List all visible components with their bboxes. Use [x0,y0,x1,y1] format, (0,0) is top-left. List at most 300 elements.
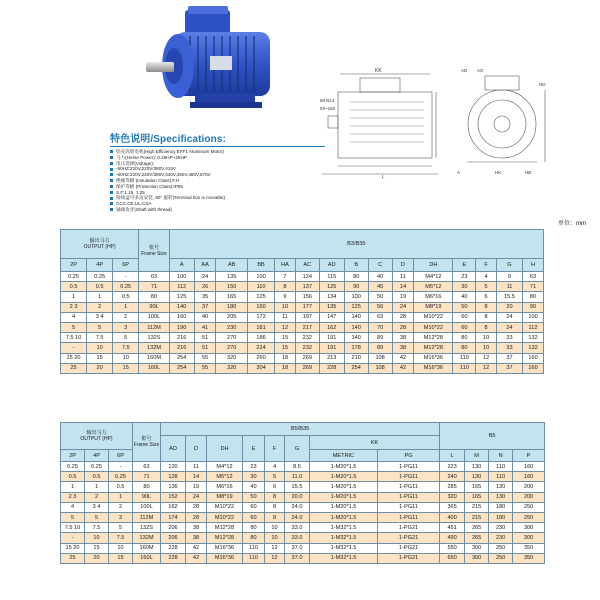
label-a: A [457,170,461,175]
table-cell: 165 [465,482,489,492]
output-label-cn: 输出马力 [86,430,107,436]
table-cell: 20 [496,302,522,312]
table-cell: 320 [216,353,248,363]
table-cell: 125 [344,302,368,312]
table-cell: 1-PG21 [378,543,440,553]
table-cell: 5 [265,472,285,482]
dim-header: AB [216,259,248,272]
table-cell: 550 [440,543,465,553]
table-cell: 1 [113,302,139,312]
table-cell: 20 [87,363,113,373]
table-row [61,302,544,312]
table-cell: 12 [476,353,497,363]
table-cell: M16*36 [414,353,453,363]
dim-header: P [513,450,545,462]
table-cell: 350 [513,553,545,563]
table-cell: 1-M20*1.5 [310,512,378,522]
table-cell: 137 [295,282,319,292]
table-cell: 37 [496,363,522,373]
table-cell: 265 [465,533,489,543]
table-cell: 18 [275,363,296,373]
label-ad: AD [461,68,468,73]
table-cell: M6*16 [207,482,243,492]
table-cell: 15 20 [61,353,87,363]
table-cell: 124 [295,272,319,282]
table-cell: 132S [133,523,161,533]
table-row [61,322,544,332]
table-cell: 15 [85,543,109,553]
table-cell: 38 [186,523,207,533]
table-cell: 135 [319,302,344,312]
group-header-b3-b35: B3/B35 [169,230,543,259]
table-cell: 180 [216,302,248,312]
table-cell: 191 [319,343,344,353]
table-cell: 110 [243,543,265,553]
table-cell: 11.0 [285,472,310,482]
table-cell: M10*22 [414,312,453,322]
table-cell: 205 [216,312,248,322]
table-cell: 11 [186,462,207,472]
table-cell: 20 [85,553,109,563]
table-cell: 147 [319,312,344,322]
table-cell: 269 [295,363,319,373]
spec-item-text: 轴端攻牙(Shaft with thread) [116,206,172,212]
pole-header: 4P [87,259,113,272]
table-cell: 1 [109,492,133,502]
table-cell: M5*12 [207,472,243,482]
table-cell: 60 [243,512,265,522]
table-cell: 33 [496,333,522,343]
table-cell: 33.0 [285,533,310,543]
table-cell: 3 4 [87,312,113,322]
table-cell: 100L [139,312,169,322]
table-row [61,482,545,492]
table-cell: 38 [392,333,414,343]
table-cell: 10 [476,343,497,353]
table-cell: 55 [194,363,216,373]
table-cell: 5 [476,282,497,292]
table-cell: 130 [465,462,489,472]
table-cell: 1-M20*1.5 [310,492,378,502]
table-cell: 300 [513,533,545,543]
table-cell: 38 [186,533,207,543]
table-cell: 5 [85,512,109,522]
table-cell: 115 [319,272,344,282]
table-cell: 8 [476,302,497,312]
table-row [61,282,544,292]
table-cell: 0.25 [87,272,113,282]
frame-size-header [133,423,161,462]
table-cell: 140 [344,322,368,332]
table-cell: 132M [139,343,169,353]
table-cell: 240 [440,472,465,482]
table-row [61,343,544,353]
table-cell: 1-M32*1.5 [310,543,378,553]
bullet-icon [110,202,113,205]
table-cell: 4 [476,272,497,282]
pole-header: 6P [113,259,139,272]
dim-header: AD [161,436,186,462]
bullet-icon [110,208,113,211]
table-cell: 7.5 [113,343,139,353]
table-cell: 90L [133,492,161,502]
table-cell: M8*19 [207,492,243,502]
table-cell: 42 [392,353,414,363]
table-cell: M6*16 [414,292,453,302]
table-cell: 19 [392,292,414,302]
table-cell: 160M [133,543,161,553]
frame-size-header [139,230,169,272]
table-cell: 10 [265,533,285,543]
table-cell: 120 [161,462,186,472]
table-row [61,363,544,373]
table-cell: 160 [513,462,545,472]
table-cell: 300 [513,523,545,533]
table-cell: 130 [489,492,513,502]
table-cell: 180 [489,512,513,522]
table-cell: 45 [368,282,392,292]
table-cell: 160 [523,363,544,373]
table-cell: 2 3 [61,302,87,312]
table-cell: 160L [133,553,161,563]
table-cell: 15.5 [496,292,522,302]
table-cell: - [61,343,87,353]
table-cell: 15 [275,343,296,353]
table-cell: 37 [194,302,216,312]
table-cell: 1-M20*1.5 [310,462,378,472]
group-header-b5-b35: B5/B35 [161,423,440,436]
table-cell: 28 [392,322,414,332]
motor-end-drawing [455,62,555,180]
table-cell: 135 [216,272,248,282]
table-cell: 5 [113,333,139,343]
table-cell: 50 [243,492,265,502]
table-cell: 14 [186,472,207,482]
table-cell: 270 [216,333,248,343]
table-cell: 8 [275,282,296,292]
table-row [61,462,545,472]
table-cell: 4 [61,312,87,322]
dim-header: DH [207,436,243,462]
table-cell: 63 [133,462,161,472]
table-cell: M16*36 [414,363,453,373]
spec-item-text: S.F:1.15, 1.25 [116,189,145,195]
table-cell: 110 [453,353,476,363]
table-cell: 125 [247,292,274,302]
table-cell: 230 [489,523,513,533]
bullet-icon [110,162,113,165]
table-cell: 300 [465,543,489,553]
table-cell: 140 [344,333,368,343]
table-cell: 1-M32*1.5 [310,553,378,563]
table-cell: 37.0 [285,543,310,553]
spec-item-text: 保护等级 (Protection Class):IP55 [116,183,183,189]
table-cell: 24 [496,322,522,332]
table-cell: 223 [440,462,465,472]
table-cell: 125 [319,282,344,292]
table-cell: 108 [368,353,392,363]
table-cell: 2 [113,312,139,322]
table-cell: 1-M20*1.5 [310,482,378,492]
table-cell: 0.5 [109,482,133,492]
table-cell: 216 [169,333,194,343]
table-cell: 180 [489,502,513,512]
table-cell: 400 [440,512,465,522]
table-cell: 40 [243,482,265,492]
table-cell: 140 [169,302,194,312]
table-cell: 1 [61,292,87,302]
table-row [61,512,545,522]
table-cell: 28 [392,312,414,322]
table-cell: 18 [275,353,296,363]
spec-item-text: 马力(Horse Power): 0.25HP~25HP [116,154,187,160]
table-cell: 1-PG11 [378,512,440,522]
table-cell: 51 [194,333,216,343]
table-cell: 14 [392,282,414,292]
table-row [61,472,545,482]
table-cell: 12 [275,322,296,332]
table-cell: 50 [453,302,476,312]
frame-label-cn: 框号 [141,436,152,442]
table-cell: 1-PG21 [378,523,440,533]
table-cell: - [109,462,133,472]
table-cell: 9 [275,292,296,302]
output-label-cn: 输出马力 [89,238,110,244]
dim-header: DH [414,259,453,272]
pole-header: 4P [85,450,109,462]
table-cell: 650 [440,553,465,563]
table-cell: 1-M32*1.5 [310,533,378,543]
table-cell: 206 [161,523,186,533]
table-cell: 1-PG11 [378,482,440,492]
label-hk: HK [495,170,502,175]
table-cell: 28 [186,502,207,512]
table-cell: 15 [87,353,113,363]
table-cell: 100 [169,272,194,282]
table-cell: 8 [476,322,497,332]
table-cell: 1-PG21 [378,533,440,543]
table-cell: 216 [169,343,194,353]
table-cell: 63 [523,272,544,282]
table-cell: 132S [139,333,169,343]
table-cell: 156 [295,292,319,302]
spec-item-text: 接线盒可多边安装, 90° 旋转(Terminal box is movable) [116,195,226,201]
frame-label-cn: 框号 [148,244,159,251]
dim-header: AA [194,259,216,272]
table-cell: 172 [247,312,274,322]
dim-header: H [523,259,544,272]
table-cell: 181 [247,322,274,332]
table-cell: 71 [523,282,544,292]
table-row [61,492,545,502]
table-cell: 200 [513,492,545,502]
table-cell: 33.0 [285,523,310,533]
table-cell: M10*22 [207,512,243,522]
table-cell: 1-PG11 [378,502,440,512]
table-cell: 213 [319,353,344,363]
table-cell: 35 [194,292,216,302]
table-cell: 0.25 [85,462,109,472]
bullet-icon [110,150,113,153]
bullet-icon [110,191,113,194]
table-cell: 150 [247,302,274,312]
label-l: L [382,174,385,179]
table-cell: 112 [169,282,194,292]
table-cell: 224 [247,343,274,353]
table-cell: 23 [453,272,476,282]
table-cell: 40 [453,292,476,302]
table-cell: 5 [109,523,133,533]
bullet-icon [110,156,113,159]
table-cell: 3 [113,322,139,332]
table-cell: 1-PG11 [378,472,440,482]
table-cell: 60 [243,502,265,512]
table-cell: 230 [216,322,248,332]
table-cell: M4*12 [414,272,453,282]
table-cell: 230 [489,533,513,543]
spec-item-text: -60HZ:220V,220V/380V,440V,460V,480V,575V [116,172,211,178]
dim-header: AC [295,259,319,272]
table-cell: 8.5 [285,462,310,472]
bullet-icon [110,197,113,200]
pole-header: 2P [61,450,85,462]
table-cell: 100 [344,292,368,302]
label-range: 63~160 [320,106,336,111]
table-cell: 6 [265,482,285,492]
table-cell: 215 [465,512,489,522]
table-cell: 217 [295,322,319,332]
table-cell: M12*28 [207,523,243,533]
table-cell: 24.0 [285,512,310,522]
table-cell: 40 [368,272,392,282]
table-cell: 63 [139,272,169,282]
table-row [61,312,544,322]
table-cell: 0.25 [61,272,87,282]
dim-header: D [186,436,207,462]
table-cell: 80 [133,482,161,492]
table-cell: 56 [368,302,392,312]
table-cell: 0.5 [61,472,85,482]
table-cell: 37.0 [285,553,310,563]
table-cell: 26 [194,282,216,292]
table-cell: 190 [169,322,194,332]
table-cell: M5*12 [414,282,453,292]
table-cell: 112 [523,322,544,332]
dim-header: M [465,450,489,462]
table-cell: 80 [453,333,476,343]
table-cell: 130 [465,472,489,482]
table-cell: 140 [344,312,368,322]
table-cell: 28 [186,512,207,522]
bullet-icon [110,173,113,176]
specifications-block [110,130,350,213]
frame-label-en: Frame Size [141,250,167,257]
table-cell: 0.25 [113,282,139,292]
dim-header: F [265,436,285,462]
label-kk: KK [375,68,382,74]
table-cell: 4 [61,502,85,512]
table-cell: 300 [465,553,489,563]
table-cell: 112M [139,322,169,332]
table-cell: 15 [109,553,133,563]
table-cell: 160 [513,472,545,482]
output-label-en: OUTPUT (HP) [83,244,116,250]
table-cell: 71 [133,472,161,482]
table-cell: 2 3 [61,492,85,502]
table-cell: M16*36 [207,553,243,563]
dim-header: G [285,436,310,462]
table-cell: 1-PG21 [378,553,440,563]
table-cell: 160 [169,312,194,322]
table-cell: 1-M32*1.5 [310,523,378,533]
table-cell: 5 [61,512,85,522]
table-cell: 90L [139,302,169,312]
table-cell: 215 [465,502,489,512]
table-cell: 1-M20*1.5 [310,502,378,512]
table-cell: 165 [465,492,489,502]
table-cell: 100L [133,502,161,512]
label-im: IM B14 [320,98,335,103]
table-cell: M12*28 [414,333,453,343]
dim-header: HA [275,259,296,272]
output-header [61,423,133,450]
dim-header: G [496,259,522,272]
table-row [61,502,545,512]
table-cell: 24 [392,302,414,312]
bullet-icon [110,168,113,171]
label-ag: AG [477,68,484,73]
dim-header: AD [319,259,344,272]
table-cell: 191 [319,333,344,343]
table-cell: - [61,533,85,543]
table-cell: 5 [61,322,87,332]
table-cell: 110 [489,472,513,482]
dim-header: E [453,259,476,272]
table-cell: 269 [295,353,319,363]
dim-header: D [392,259,414,272]
table-cell: 42 [186,553,207,563]
b5-b35-dimension-table [60,422,545,564]
table-cell: M10*22 [414,322,453,332]
table-cell: 178 [344,343,368,353]
table-cell: 15 [275,333,296,343]
spec-item-text: 电压选择(Voltage): [116,160,155,166]
table-cell: 7.5 [109,533,133,543]
table-cell: - [113,272,139,282]
table-cell: 60 [453,312,476,322]
label-hb: HB [525,170,532,175]
output-label-en: OUTPUT (HP) [80,436,113,442]
table-cell: 0.5 [85,472,109,482]
table-cell: 71 [139,282,169,292]
table-cell: M10*22 [207,502,243,512]
dim-header: L [440,450,465,462]
table-cell: 90 [523,302,544,312]
table-cell: M12*28 [414,343,453,353]
table-cell: 12 [265,553,285,563]
table-cell: 10 [109,543,133,553]
pole-header: 2P [61,259,87,272]
table-cell: 128 [161,472,186,482]
table-cell: 60 [453,322,476,332]
table-cell: 132 [523,343,544,353]
dim-header: N [489,450,513,462]
output-header [61,230,139,259]
table-cell: 2 [109,502,133,512]
table-cell: 451 [440,523,465,533]
table-cell: 1-PG11 [378,492,440,502]
frame-label-en: Frame Size [133,442,160,448]
